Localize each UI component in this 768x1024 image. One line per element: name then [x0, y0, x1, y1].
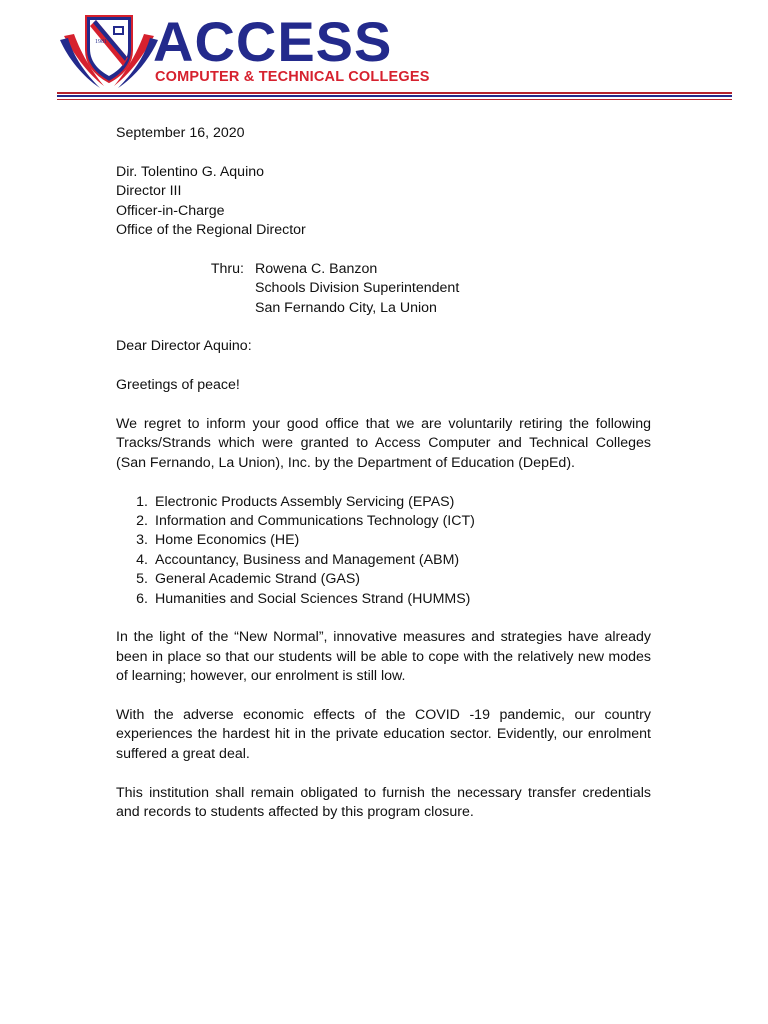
list-item: [116, 493, 651, 512]
thru-line: Schools Division Superintendent: [255, 280, 460, 297]
letterhead: [0, 0, 768, 110]
list-text: Accountancy, Business and Management (ABM): [155, 551, 460, 568]
thru-block: [116, 260, 651, 318]
list-text: Home Economics (HE): [155, 532, 300, 549]
list-text: Information and Communications Technology (ICT): [155, 513, 475, 530]
thru-line: Rowena C. Banzon: [255, 260, 378, 277]
list-item: [116, 512, 651, 531]
list-item: [116, 570, 651, 589]
list-item: [116, 551, 651, 570]
recipient-block: [116, 163, 651, 241]
college-subtitle: COMPUTER & TECHNICAL COLLEGES: [155, 69, 430, 85]
college-name: ACCESS: [153, 10, 393, 73]
salutation: Dear Director Aquino:: [116, 338, 252, 355]
thru-line: San Fernando City, La Union: [255, 299, 437, 316]
intro-paragraph: We regret to inform your good office that we are voluntarily retiring the following Tracks/Strands which were granted to Access Computer and Technical Colleges (San Fernando, La Union), Inc. by the Department of Education (DepEd).: [116, 416, 651, 471]
college-crest-logo: [60, 14, 158, 88]
list-number: 1.: [136, 493, 148, 510]
list-number: 6.: [136, 590, 148, 607]
recipient-line: Director III: [116, 183, 182, 200]
list-number: 2.: [136, 513, 148, 530]
thru-addressee: [255, 260, 459, 318]
list-item: [116, 590, 651, 609]
list-text: General Academic Strand (GAS): [155, 571, 361, 588]
letter-date: September 16, 2020: [116, 125, 245, 141]
list-item: [116, 531, 651, 550]
letterhead-divider: [57, 92, 732, 94]
thru-label: Thru:: [210, 260, 244, 277]
list-number: 5.: [136, 571, 148, 588]
recipient-line: Office of the Regional Director: [116, 222, 306, 239]
letter-body: [116, 124, 651, 842]
letterhead-divider: [57, 99, 732, 101]
obligation-paragraph: This institution shall remain obligated to furnish the necessary transfer credentials and records to students affected by this program closure.: [116, 784, 651, 821]
svg-text:1981: 1981: [95, 39, 107, 45]
greeting: Greetings of peace!: [116, 377, 240, 394]
recipient-line: Officer-in-Charge: [116, 202, 225, 219]
list-text: Electronic Products Assembly Servicing (EPAS): [155, 493, 455, 510]
letterhead-divider: [57, 95, 732, 97]
covid-paragraph: With the adverse economic effects of the COVID -19 pandemic, our country experiences the hardest hit in the private education sector. Evidently, our enrolment suffered a great deal.: [116, 707, 651, 762]
strands-list: [116, 493, 651, 609]
list-number: 3.: [136, 532, 148, 549]
new-normal-paragraph: In the light of the “New Normal”, innovative measures and strategies have already been in place so that our students will be able to cope with the relatively new modes of learning; however, our enrolment is still low.: [116, 629, 651, 685]
list-text: Humanities and Social Sciences Strand (HUMMS): [155, 590, 471, 607]
recipient-line: Dir. Tolentino G. Aquino: [116, 163, 265, 180]
list-number: 4.: [136, 551, 148, 568]
